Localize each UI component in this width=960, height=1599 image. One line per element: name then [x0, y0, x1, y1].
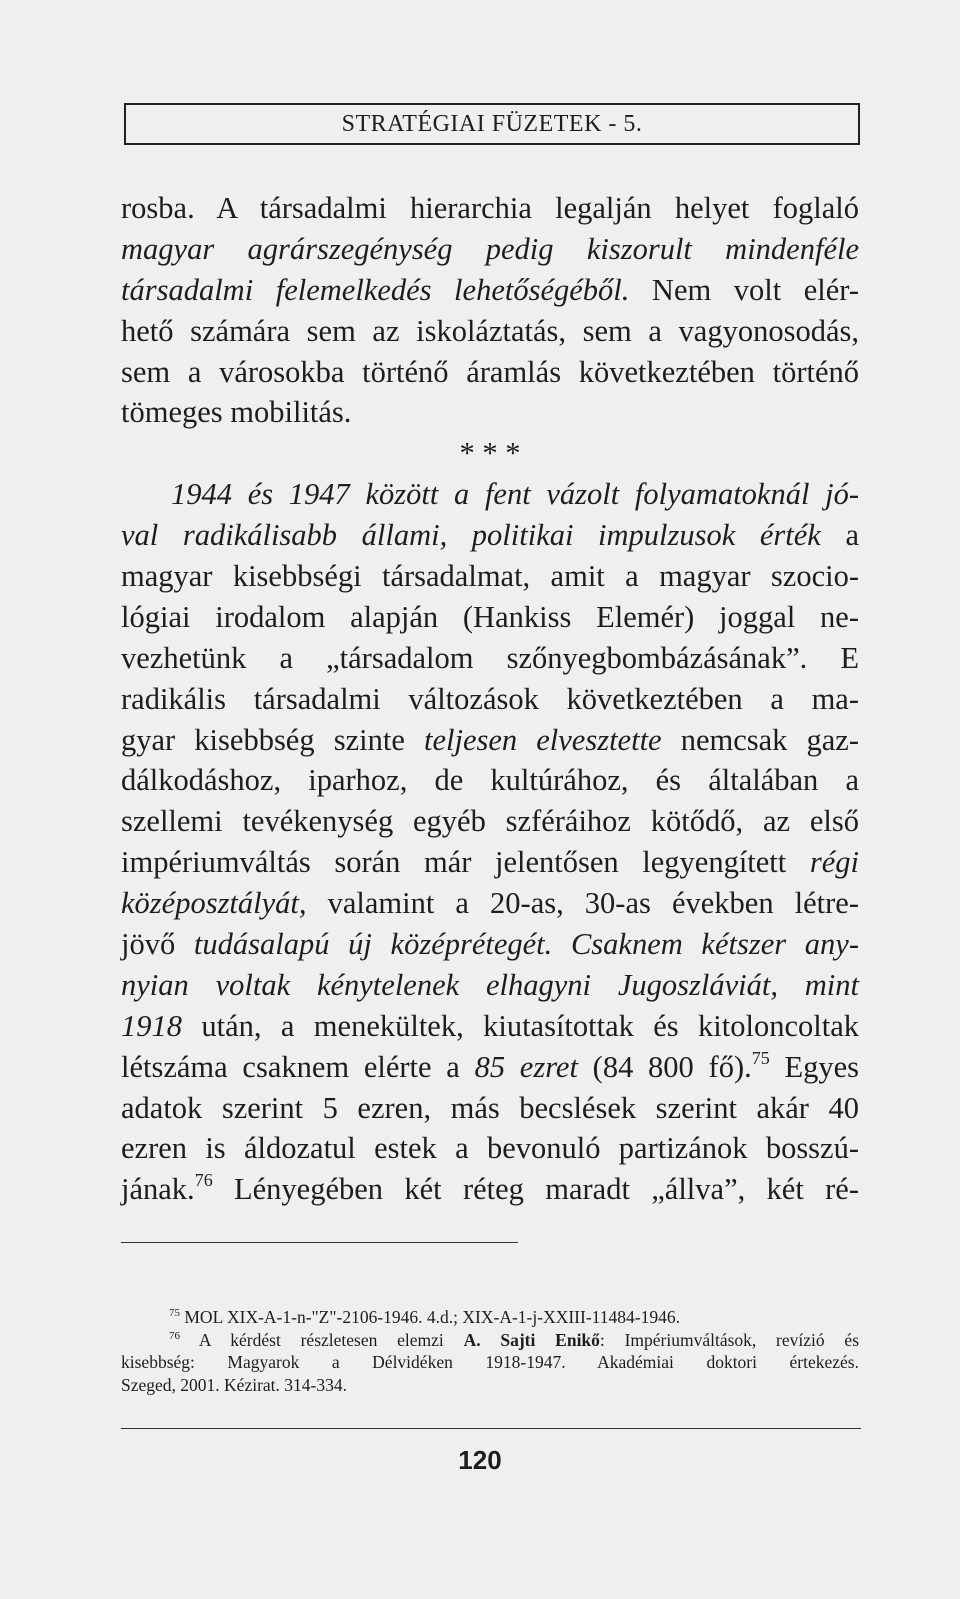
text-line: nyian voltak kénytelenek elhagyni Jugoszláviát, mint: [121, 967, 859, 1002]
text-line: szellemi tevékenység egyéb szféráihoz kötődő, az első: [121, 804, 859, 839]
running-header: [124, 103, 860, 145]
text-line: középosztályát, valamint a 20-as, 30-as években létre-: [121, 886, 859, 921]
text-line: hető számára sem az iskoláztatás, sem a vagyonosodás,: [121, 313, 859, 348]
main-text: [121, 188, 859, 1210]
footnote-76: $^{76}$ A kérdést részletesen elemzi A. Sajti Enikő: Impériumváltások, revízió és: [169, 1329, 860, 1350]
text-line: dálkodáshoz, iparhoz, de kultúrához, és általában a: [121, 763, 859, 798]
footnote-76-line: kisebbség: Magyarok a Délvidéken 1918-1947. Akadémiai doktori értekezés.: [121, 1352, 859, 1372]
text-line: jának.$^{76}$ Lényegében két réteg maradt „állva”, két ré-: [121, 1170, 859, 1207]
footnote-ref-75[interactable]: 75: [751, 1047, 770, 1068]
text-line: jövő tudásalapú új középrétegét. Csaknem kétszer any-: [121, 927, 859, 962]
footnotes: [121, 1306, 859, 1396]
text-line: rosba. A társadalmi hierarchia legalján helyet foglaló: [121, 191, 859, 225]
text-line: ezren is áldozatul estek a bevonuló partizánok bosszú-: [121, 1131, 859, 1166]
footnote-75: $^{75}$ MOL XIX-A-1-n-"Z"-2106-1946. 4.d.; XIX-A-1-j-XXIII-11484-1946.: [169, 1307, 680, 1327]
text-line: 1918 után, a menekültek, kiutasítottak és kitoloncoltak: [121, 1008, 859, 1043]
footnote-ref-76[interactable]: 76: [194, 1170, 213, 1191]
text-line: lógiai irodalom alapján (Hankiss Elemér) joggal ne-: [121, 599, 859, 634]
text-line: társadalmi felemelkedés lehetőségéből. Nem volt elér-: [121, 272, 859, 307]
header-title: STRATÉGIAI FÜZETEK - 5.: [341, 110, 643, 137]
text-line: tömeges mobilitás.: [121, 395, 352, 430]
text-line: vezhetünk a „társadalom szőnyegbombázásának”. E: [121, 640, 859, 675]
text-line: radikális társadalmi változások következtében a ma-: [121, 681, 859, 716]
page-number: 120: [458, 1445, 502, 1475]
text-line: impériumváltás során már jelentősen legyengített régi: [121, 845, 859, 880]
page-bottom-rule: [121, 1428, 861, 1429]
text-line: gyar kisebbség szinte teljesen elvesztette nemcsak gaz-: [121, 722, 859, 757]
text-line: létszáma csaknem elérte a 85 ezret (84 800 fő).$^{75}$ Egyes: [121, 1047, 859, 1084]
text-line: magyar agrárszegénység pedig kiszorult mindenféle: [121, 231, 859, 266]
text-line: sem a városokba történő áramlás következtében történő: [121, 354, 859, 389]
text-line: magyar kisebbségi társadalmat, amit a magyar szocio-: [121, 559, 859, 594]
section-separator: * * *: [459, 436, 521, 471]
text-line: 1944 és 1947 között a fent vázolt folyamatoknál jó-: [171, 477, 859, 512]
text-line: adatok szerint 5 ezren, más becslések szerint akár 40: [121, 1090, 859, 1125]
footnote-separator: [121, 1242, 518, 1243]
text-line: val radikálisabb állami, politikai impulzusok érték a: [121, 518, 859, 553]
footnote-76-line: Szeged, 2001. Kézirat. 314-334.: [121, 1374, 347, 1395]
